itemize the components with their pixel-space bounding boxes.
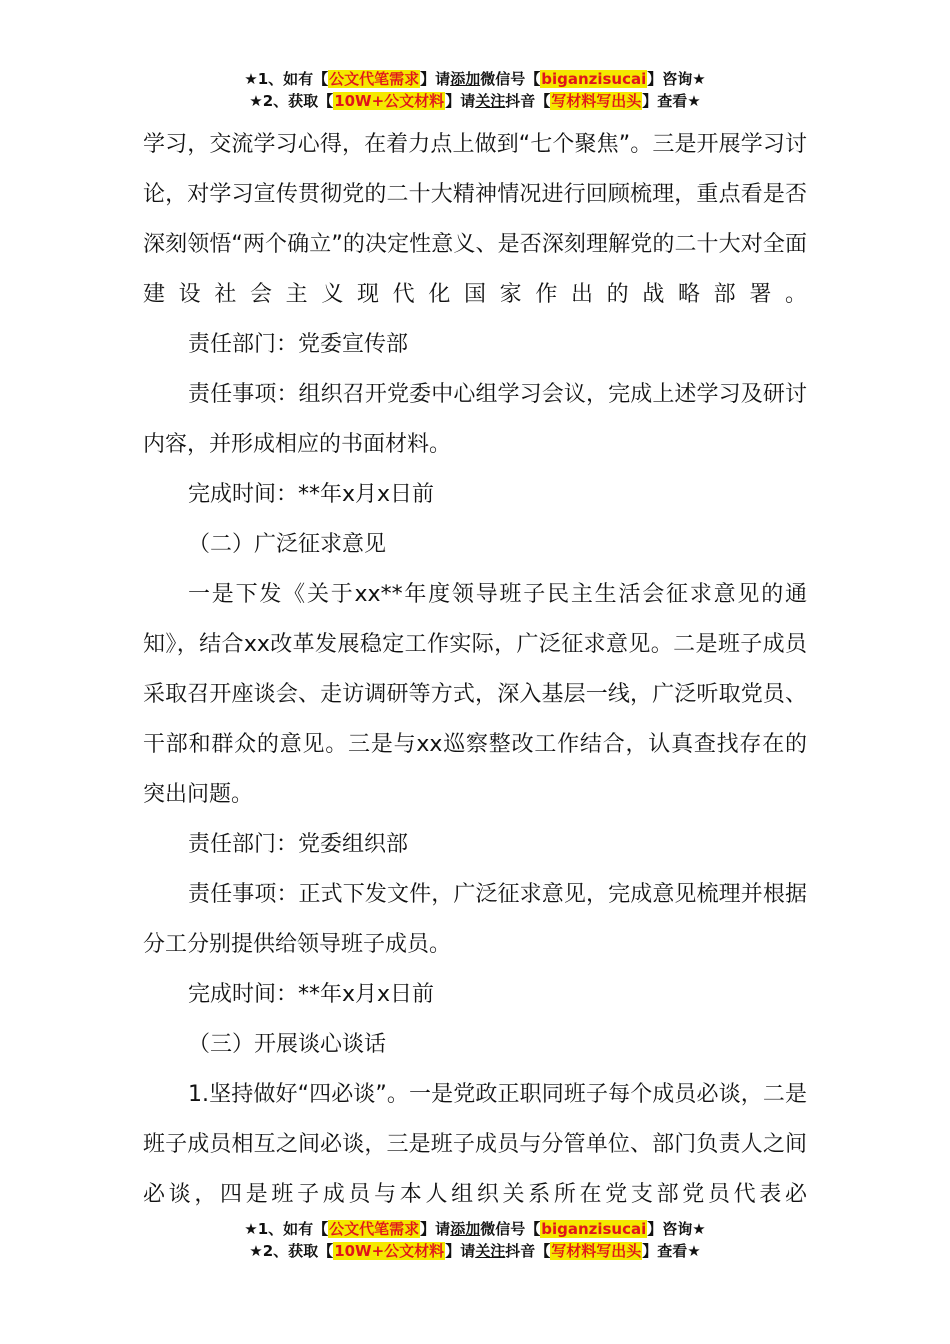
- highlight-ghostwriting: 公文代笔需求: [329, 1220, 420, 1238]
- highlight-ghostwriting: 公文代笔需求: [329, 70, 420, 88]
- responsible-dept-propaganda: 责任部门：党委宣传部: [188, 332, 409, 357]
- completion-time-1: 完成时间：**年x月x日前: [188, 482, 435, 507]
- promo-line-1: ★1、如有【公文代笔需求】请添加微信号【biganzisucai】咨询★: [244, 70, 706, 88]
- responsible-matters-study: 责任事项：组织召开党委中心组学习会议，完成上述学习及研讨内容，并形成相应的书面材料。: [143, 382, 807, 457]
- paragraph-four-must-talks: 1.坚持做好“四必谈”。一是党政正职同班子每个成员必谈，二是班子成员相互之间必谈，三是班子成员与分管单位、部门负责人之间必谈，四是班子成员与本人组织关系所在党支部党员代表必: [143, 1082, 807, 1207]
- paragraph-solicit-opinions: 一是下发《关于xx**年度领导班子民主生活会征求意见的通知》，结合xx改革发展稳定工作实际，广泛征求意见。二是班子成员采取召开座谈会、走访调研等方式，深入基层一线，广泛听取党员、干部和群众的意见。三是与xx巡察整改工作结合，认真查找存在的突出问题。: [143, 582, 807, 807]
- footer-promo-banner: [0, 1218, 950, 1262]
- promo-line-2: ★2、获取【10W+公文材料】请关注抖音【写材料写出头】查看★: [249, 92, 701, 110]
- responsible-dept-organization: 责任部门：党委组织部: [188, 832, 409, 857]
- highlight-materials: 10W+公文材料: [334, 1242, 445, 1260]
- responsible-matters-opinions: 责任事项：正式下发文件，广泛征求意见，完成意见梳理并根据分工分别提供给领导班子成员。: [143, 882, 807, 957]
- highlight-douyin: 写材料写出头: [551, 92, 642, 110]
- section-heading-solicit-opinions: （二）广泛征求意见: [188, 532, 387, 557]
- document-body: [143, 120, 807, 1220]
- highlight-douyin: 写材料写出头: [551, 1242, 642, 1260]
- promo-line-2: ★2、获取【10W+公文材料】请关注抖音【写材料写出头】查看★: [249, 1242, 701, 1260]
- promo-line-1: ★1、如有【公文代笔需求】请添加微信号【biganzisucai】咨询★: [244, 1220, 706, 1238]
- section-heading-heart-to-heart: （三）开展谈心谈话: [188, 1032, 387, 1057]
- paragraph-study-discussion: 学习，交流学习心得，在着力点上做到“七个聚焦”。三是开展学习讨论，对学习宣传贯彻党的二十大精神情况进行回顾梳理，重点看是否深刻领悟“两个确立”的决定性意义、是否深刻理解党的二十大对全面建设社会主义现代化国家作出的战略部署。: [143, 132, 807, 307]
- header-promo-banner: [0, 68, 950, 112]
- highlight-wechat-id: biganzisucai: [541, 1220, 647, 1238]
- completion-time-2: 完成时间：**年x月x日前: [188, 982, 435, 1007]
- highlight-materials: 10W+公文材料: [334, 92, 445, 110]
- highlight-wechat-id: biganzisucai: [541, 70, 647, 88]
